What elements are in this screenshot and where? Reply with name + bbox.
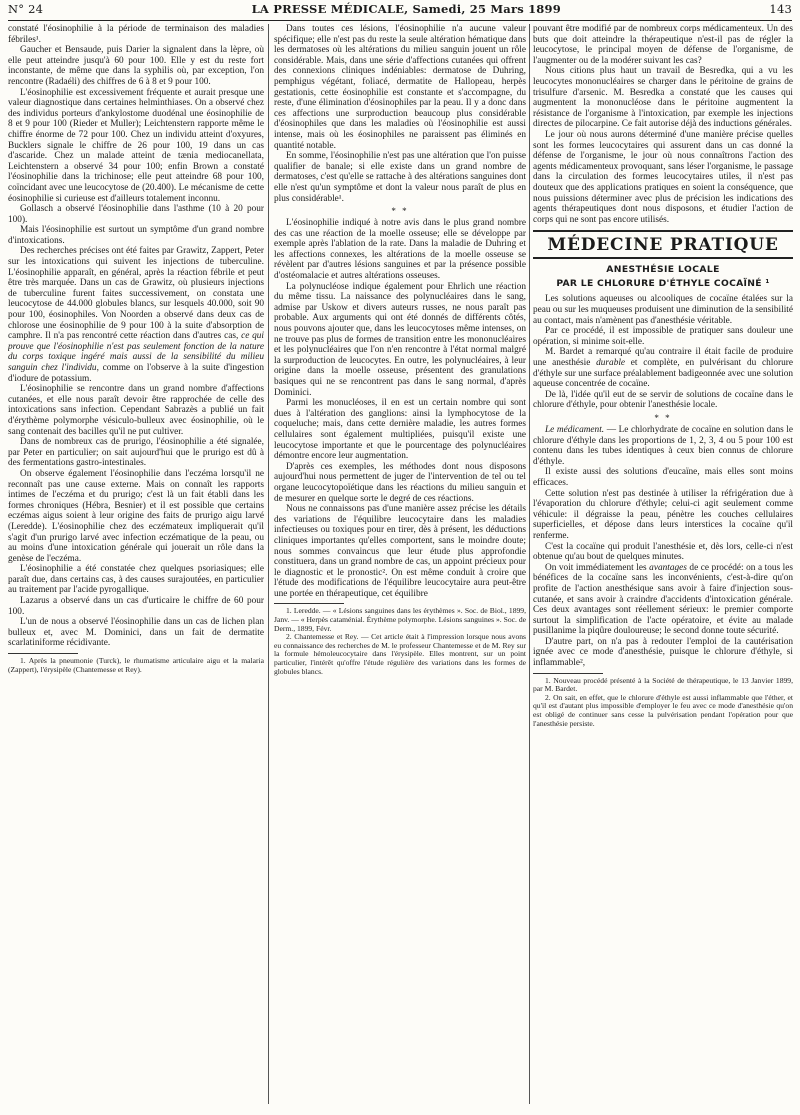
footnote-rule <box>533 673 603 674</box>
column-divider-1 <box>268 24 269 1104</box>
journal-title: LA PRESSE MÉDICALE, Samedi, 25 Mars 1899 <box>251 2 561 16</box>
footnote: 2. Chantemesse et Rey. — Cet article était à l'impression lorsque nous avons eu connaissance des recherches de M. le professeur Chantemesse et de M. Rey sur la formule hémoleucocytaire dans l'érysipèle. Elles montrent, sur un point particulier, l'intérêt qu'offre l'étude régulière des variations dans les formes de globules blancs. <box>274 632 526 676</box>
footnote: 1. Après la pneumonie (Turck), le rhumatisme articulaire aigu et la malaria (Zappert), l'érysipèle (Chantemesse et Rey). <box>8 656 264 674</box>
paragraph: La polynucléose indique également pour Ehrlich une réaction du même tissu. La naissance des polynucléaires dans le sang, admise par Uskow et divers auteurs russes, ne nous paraît pas probable. Aux arguments qui ont été donnés de différents côtés, nous pouvons ajouter que, dans les leucocytoses même intenses, on ne trouve pas plus de formes de transition entre les mononucléaires et les polynucléaires que l'on n'en rencontre à l'état normal malgré la surproduction de leucocytes. En outre, les polynucléaires, à leur origine dans la moelle osseuse, présentent des granulations basiques qui ne se rencontrent pas dans le sang normal, d'après Dominici. <box>274 281 526 398</box>
column-2 <box>274 24 526 1109</box>
paragraph: L'éosinophilie se rencontre dans un grand nombre d'affections cutanées, et elle nous paraît devoir être rapprochée de celle des intoxications sans infection. Cependant Sabrazès a publié un fait d'érythème polymorphe vésiculo-bulleux avec éosinophilie, où le sang contenait des bacilles qu'il ne put cultiver. <box>8 384 264 437</box>
paragraph: Par ce procédé, il est impossible de pratiquer sans douleur une opération, si minime soit-elle. <box>533 326 793 347</box>
paragraph: Les solutions aqueuses ou alcooliques de cocaïne étalées sur la peau ou sur les muqueuses produisent une diminution de la sensibilité au contact, mais n'amènent pas d'anesthésie véritable. <box>533 294 793 326</box>
italic-run: durable <box>596 358 626 369</box>
text-run: — Le chlorhydrate de cocaïne en solution dans le chlorure d'éthyle dans les proportions de 1, 2, 3, 4 ou 5 pour 100 est contenu dans les tubes identiques à ceux bien connus de chlorure d'éthyle. <box>533 425 793 467</box>
paragraph: Parmi les monucléoses, il en est un certain nombre qui sont dues à l'altération des ganglions: ainsi la lymphocytose de la coqueluche; mais, dans cette dernière maladie, les autres formes cellulaires sont également multipliées, puisqu'il existe une leucocytose importante et que le pourcentage des polynucléaires démontre encore leur augmentation. <box>274 398 526 462</box>
paragraph: Dans de nombreux cas de prurigo, l'éosinophilie a été signalée, par Peter en particulier; on sait aujourd'hui que le prurigo est dû à des fermentations gastro-intestinales. <box>8 437 264 469</box>
text-run: de ce procédé: on a tous les bénéfices de la cocaïne sans les inconvénients, c'est-à-dire qu'on profite de l'action anesthésique sans avoir à faire d'injection sous-cutanée, et sans avoir à craindre d'accidents d'intoxication générale. Ces deux avantages sont réellement sérieux: le premier comporte surtout la simplification de l'acte opératoire, et évite au malade pusillanime la piqûre douloureuse; le second donne toute sécurité. <box>533 562 793 637</box>
paragraph <box>533 563 793 637</box>
section-separator: * * <box>654 413 672 423</box>
text-run: On voit immédiatement les <box>545 562 650 573</box>
paragraph: L'un de nous a observé l'éosinophilie dans un cas de lichen plan bulleux et, avec M. Dominici, dans un fait de dermatite scarlatiniforme récidivante. <box>8 617 264 649</box>
column-1 <box>8 24 264 1109</box>
paragraph: D'après ces exemples, les méthodes dont nous disposons aujourd'hui nous permettent de juger de l'intervention de tel ou tel organe leucocytopoïétique dans les réactions du milieu sanguin et de mesurer en quelque sorte le degré de ces réactions. <box>274 461 526 504</box>
issue-number: N° 24 <box>8 2 44 16</box>
section-separator: * * <box>391 206 409 217</box>
footnote: 1. Nouveau procédé présenté à la Société de thérapeutique, le 13 Janvier 1899, par M. Bardet. <box>533 675 793 694</box>
paragraph <box>533 425 793 467</box>
text-run: M. Bardet a remarqué qu'au contraire il était facile de produire une anesthésie <box>533 347 793 369</box>
footnote: 1. Leredde. — « Lésions sanguines dans les érythèmes ». Soc. de Biol., 1899, Janv. — « Herpès cataménial. Érythème polymorphe. Lésions sanguines ». Soc. de Derm., 1899, Févr. <box>274 606 526 633</box>
paragraph: constaté l'éosinophilie à la période de terminaison des maladies fébriles¹. <box>8 24 264 45</box>
paragraph <box>533 347 793 389</box>
footnote-rule <box>274 603 344 604</box>
paragraph: Gaucher et Bensaude, puis Darier la signalent dans la lèpre, où elle peut atteindre jusqu'à 60 pour 100. Elle y est du reste fort inconstante, de même que dans la syphilis où, par exception, l'on rencontre (Radaéli) des chiffres de 6 à 8 et 9 pour 100. <box>8 45 264 87</box>
paragraph: Nous ne connaissons pas d'une manière assez précise les détails des variations de l'équilibre leucocytaire dans les maladies infectieuses ou toxiques pour en tirer, dès à présent, les déductions cliniques importantes qu'elles comportent, sans le moindre doute; nous sommes convaincus que leur étude plus approfondie constituera, dans un grand nombre de cas, un appoint précieux pour le diagnostic et le pronostic². On est même conduit à croire que l'étude des modifications de l'équilibre leucocytaire aura peut-être une portée en thérapeutique, cet équilibre <box>274 504 526 599</box>
column-3 <box>533 24 793 1109</box>
paragraph: De là, l'idée qu'il eut de se servir de solutions de cocaïne dans le chlorure d'éthyle, pour obtenir l'anesthésie locale. <box>533 389 793 411</box>
paragraph: On observe également l'éosinophilie dans l'eczéma lorsqu'il ne reconnaît pas une cause externe. Mais on connaît les rapports intimes de l'eczéma et du prurigo; c'est là un fait établi dans les formes chroniques (Hébra, Besnier) et il est possible que certains eczémas aigus soient à leur origine des faits de prurigo aigu larvé (Leredde). L'éosinophilie chez des eczémateux impliquerait qu'il s'agit d'un prurigo larvé avec infection eczématique de la peau, ou au moins d'une intoxication générale qui jouerait un rôle dans la genèse de l'eczéma. <box>8 468 264 564</box>
footnote-rule <box>8 653 78 654</box>
paragraph: Lazarus a observé dans un cas d'urticaire le chiffre de 60 pour 100. <box>8 596 264 617</box>
paragraph: Cette solution n'est pas destinée à utiliser la réfrigération due à l'évaporation du chlorure d'éthyle; celui-ci agit seulement comme véhicule: il dégraisse la peau, pénètre les couches cellulaires superficielles, et dépose dans leurs interstices la cocaïne qu'il renferme. <box>533 488 793 541</box>
paragraph: L'éosinophilie indiqué à notre avis dans le plus grand nombre des cas une réaction de la moelle osseuse; elle se développe par exemple après l'ablation de la rate. Dans la maladie de Duhring et les affections connexes, les altérations de la moelle osseuse se révèlent par d'autres lésions sanguines et par la présence possible d'ostéomalacie et autres altérations osseuses. <box>274 218 526 282</box>
footnote: 2. On sait, en effet, que le chlorure d'éthyle est aussi inflammable que l'éther, et qu'il est d'autant plus impossible d'employer le feu avec ce mode d'anesthésie qu'on est obligé de continuer sans cesse la pulvérisation pendant l'opération pour que l'anesthésie persiste. <box>533 692 793 728</box>
paragraph: En somme, l'éosinophilie n'est pas une altération que l'on puisse qualifier de banale; si elle existe dans un grand nombre de dermatoses, c'est qu'elle se rattache à des altérations sanguines dont elle n'est qu'un symptôme et dont la valeur nous paraît de plus en plus considérable¹. <box>274 151 526 204</box>
paragraph <box>8 246 264 384</box>
text-run: , comme on l'observe à la suite d'ingestion d'iodure de potassium. <box>8 363 264 384</box>
paragraph: Le jour où nous aurons déterminé d'une manière précise quelles sont les formes leucocytaires qui assurent dans un cas donné la défense de l'organisme, le jour où nous connaîtrons l'action des agents médicamenteux provoquant, sans léser l'organisme, le passage dans la circulation des formes leucocytaires utiles, il n'est pas douteux que des applications pratiques en soient la conséquence, que nous puissions déterminer avec plus de précision les indications des agents thérapeutiques dont nous disposons, et étudier l'action de corps qui ne sont pas encore utilisés. <box>533 129 793 225</box>
header-rule <box>8 20 792 21</box>
section-title: MÉDECINE PRATIQUE <box>547 235 779 256</box>
paragraph: Dans toutes ces lésions, l'éosinophilie n'a aucune valeur spécifique; elle n'est pas du reste la seule altération hématique dans les dermatoses où les altérations du milieu sanguin jouent un rôle considérable. Mais, dans une série d'affections cutanées qui offrent des connexions cliniques indéniables: dermatose de Duhring, pemphigus végétant, foliacé, dermatite de Hallopeau, herpès gestationis, cette éosinophilie est constante et s'accompagne, du reste, d'une élimination d'éosinophiles par la peau. Il y a donc dans ces affections une surproduction beaucoup plus considérable d'éosinophiles que dans les maladies où l'éosinophilie est aussi intense, mais où les éosinophiles ne paraissent pas éliminés en quantité notable. <box>274 24 526 151</box>
text-run: Des recherches précises ont été faites par Grawitz, Zappert, Peter sur les intoxications qui suivent les injections de tuberculine. L'éosinophilie apparaît, en général, après la réaction fébrile et peut être très marquée. Dans un cas de Grawitz, où plusieurs injections de tuberculine furent faites successivement, on constata une leucocytose de 44.000 globules blancs, sur lesquels 40.000, soit 90 pour 100, éosinophiles. Von Noorden a observé dans deux cas de chlorose une éosinophilie de 9 pour 100 à la suite d'absorption de camphre. Il n'a pas rencontré cette réaction dans d'autres cas, <box>8 246 264 342</box>
page-number: 143 <box>769 2 792 16</box>
text-run: et complète, en pulvérisant du chlorure d'éthyle sur une surface préalablement badigeonnée avec une solution aqueuse concentrée de cocaïne. <box>533 358 793 390</box>
paragraph: Gollasch a observé l'éosinophilie dans l'asthme (10 à 20 pour 100). <box>8 204 264 225</box>
paragraph: Mais l'éosinophilie est surtout un symptôme d'un grand nombre d'intoxications. <box>8 225 264 246</box>
article-kicker: ANESTHÉSIE LOCALE <box>606 264 720 276</box>
paragraph: pouvant être modifié par de nombreux corps médicamenteux. Un des buts que doit atteindre la thérapeutique n'est-il pas de régler la leucocytose, le principal moyen de défense de l'organisme, de l'augmenter ou de la modérer suivant les cas? <box>533 24 793 66</box>
article-title: PAR LE CHLORURE D'ÉTHYLE COCAÏNÉ ¹ <box>556 277 770 289</box>
italic-run: avantages <box>649 562 687 573</box>
section-header-box <box>533 230 793 259</box>
paragraph: D'autre part, on n'a pas à redouter l'emploi de la cautérisation ignée avec ce mode d'anesthésie, puisque le chlorure d'éthyle, si inflammable², <box>533 636 793 669</box>
column-divider-2 <box>529 24 530 1104</box>
paragraph: L'éosinophilie a été constatée chez quelques psoriasiques; elle paraît due, dans certains cas, à des causes surajoutées, en particulier au traitement par l'acide pyrogallique. <box>8 564 264 596</box>
page-header <box>8 2 792 20</box>
paragraph: C'est la cocaïne qui produit l'anesthésie et, dès lors, celle-ci n'est obtenue qu'au bout de quelques minutes. <box>533 541 793 563</box>
paragraph: Nous citions plus haut un travail de Besredka, qui a vu les leucocytes mononucléaires se charger dans le péritoine de grains de trisulfure d'arsenic. M. Besredka a constaté que les causes qui augmentent la mononucléose dans le péritoine augmentent la résistance de l'organisme à l'intoxication, par exemple les injections directes de pilocarpine. Ce fait autorise déjà des inductions générales. <box>533 66 793 130</box>
paragraph: Il existe aussi des solutions d'eucaïne, mais elles sont moins efficaces. <box>533 467 793 488</box>
italic-run: ce qui prouve que l'éosinophilie n'est pas seulement fonction de la nature du corps toxique ingéré mais aussi de la sensibilité du milieu sanguin chez l'individu <box>8 331 264 373</box>
paragraph: L'éosinophilie est excessivement fréquente et aurait presque une valeur diagnostique dans certaines helminthiases. On a observé chez des individus porteurs d'ankylostome duodénal une éosinophilie de 8 et 9 pour 100 (Rieder et Muller); Leichtenstern rapporte même le chiffre énorme de 72 pour 100. Chez un individu atteint d'oxyures, Bucklers signale le chiffre de 26 pour 100, 19 dans un cas d'ascaride. Chez un malade atteint de tænia mediocanellata, Leichtenstern a observé 34 pour 100; enfin Brown a constaté l'éosinophilie dans la trichinose; elle peut atteindre 68 pour 100, coïncidant avec une leucocytose de (20.400). Le mécanisme de cette éosinophilie si curieuse est d'ailleurs totalement inconnu. <box>8 87 264 204</box>
subheading: Le médicament. <box>545 425 605 435</box>
